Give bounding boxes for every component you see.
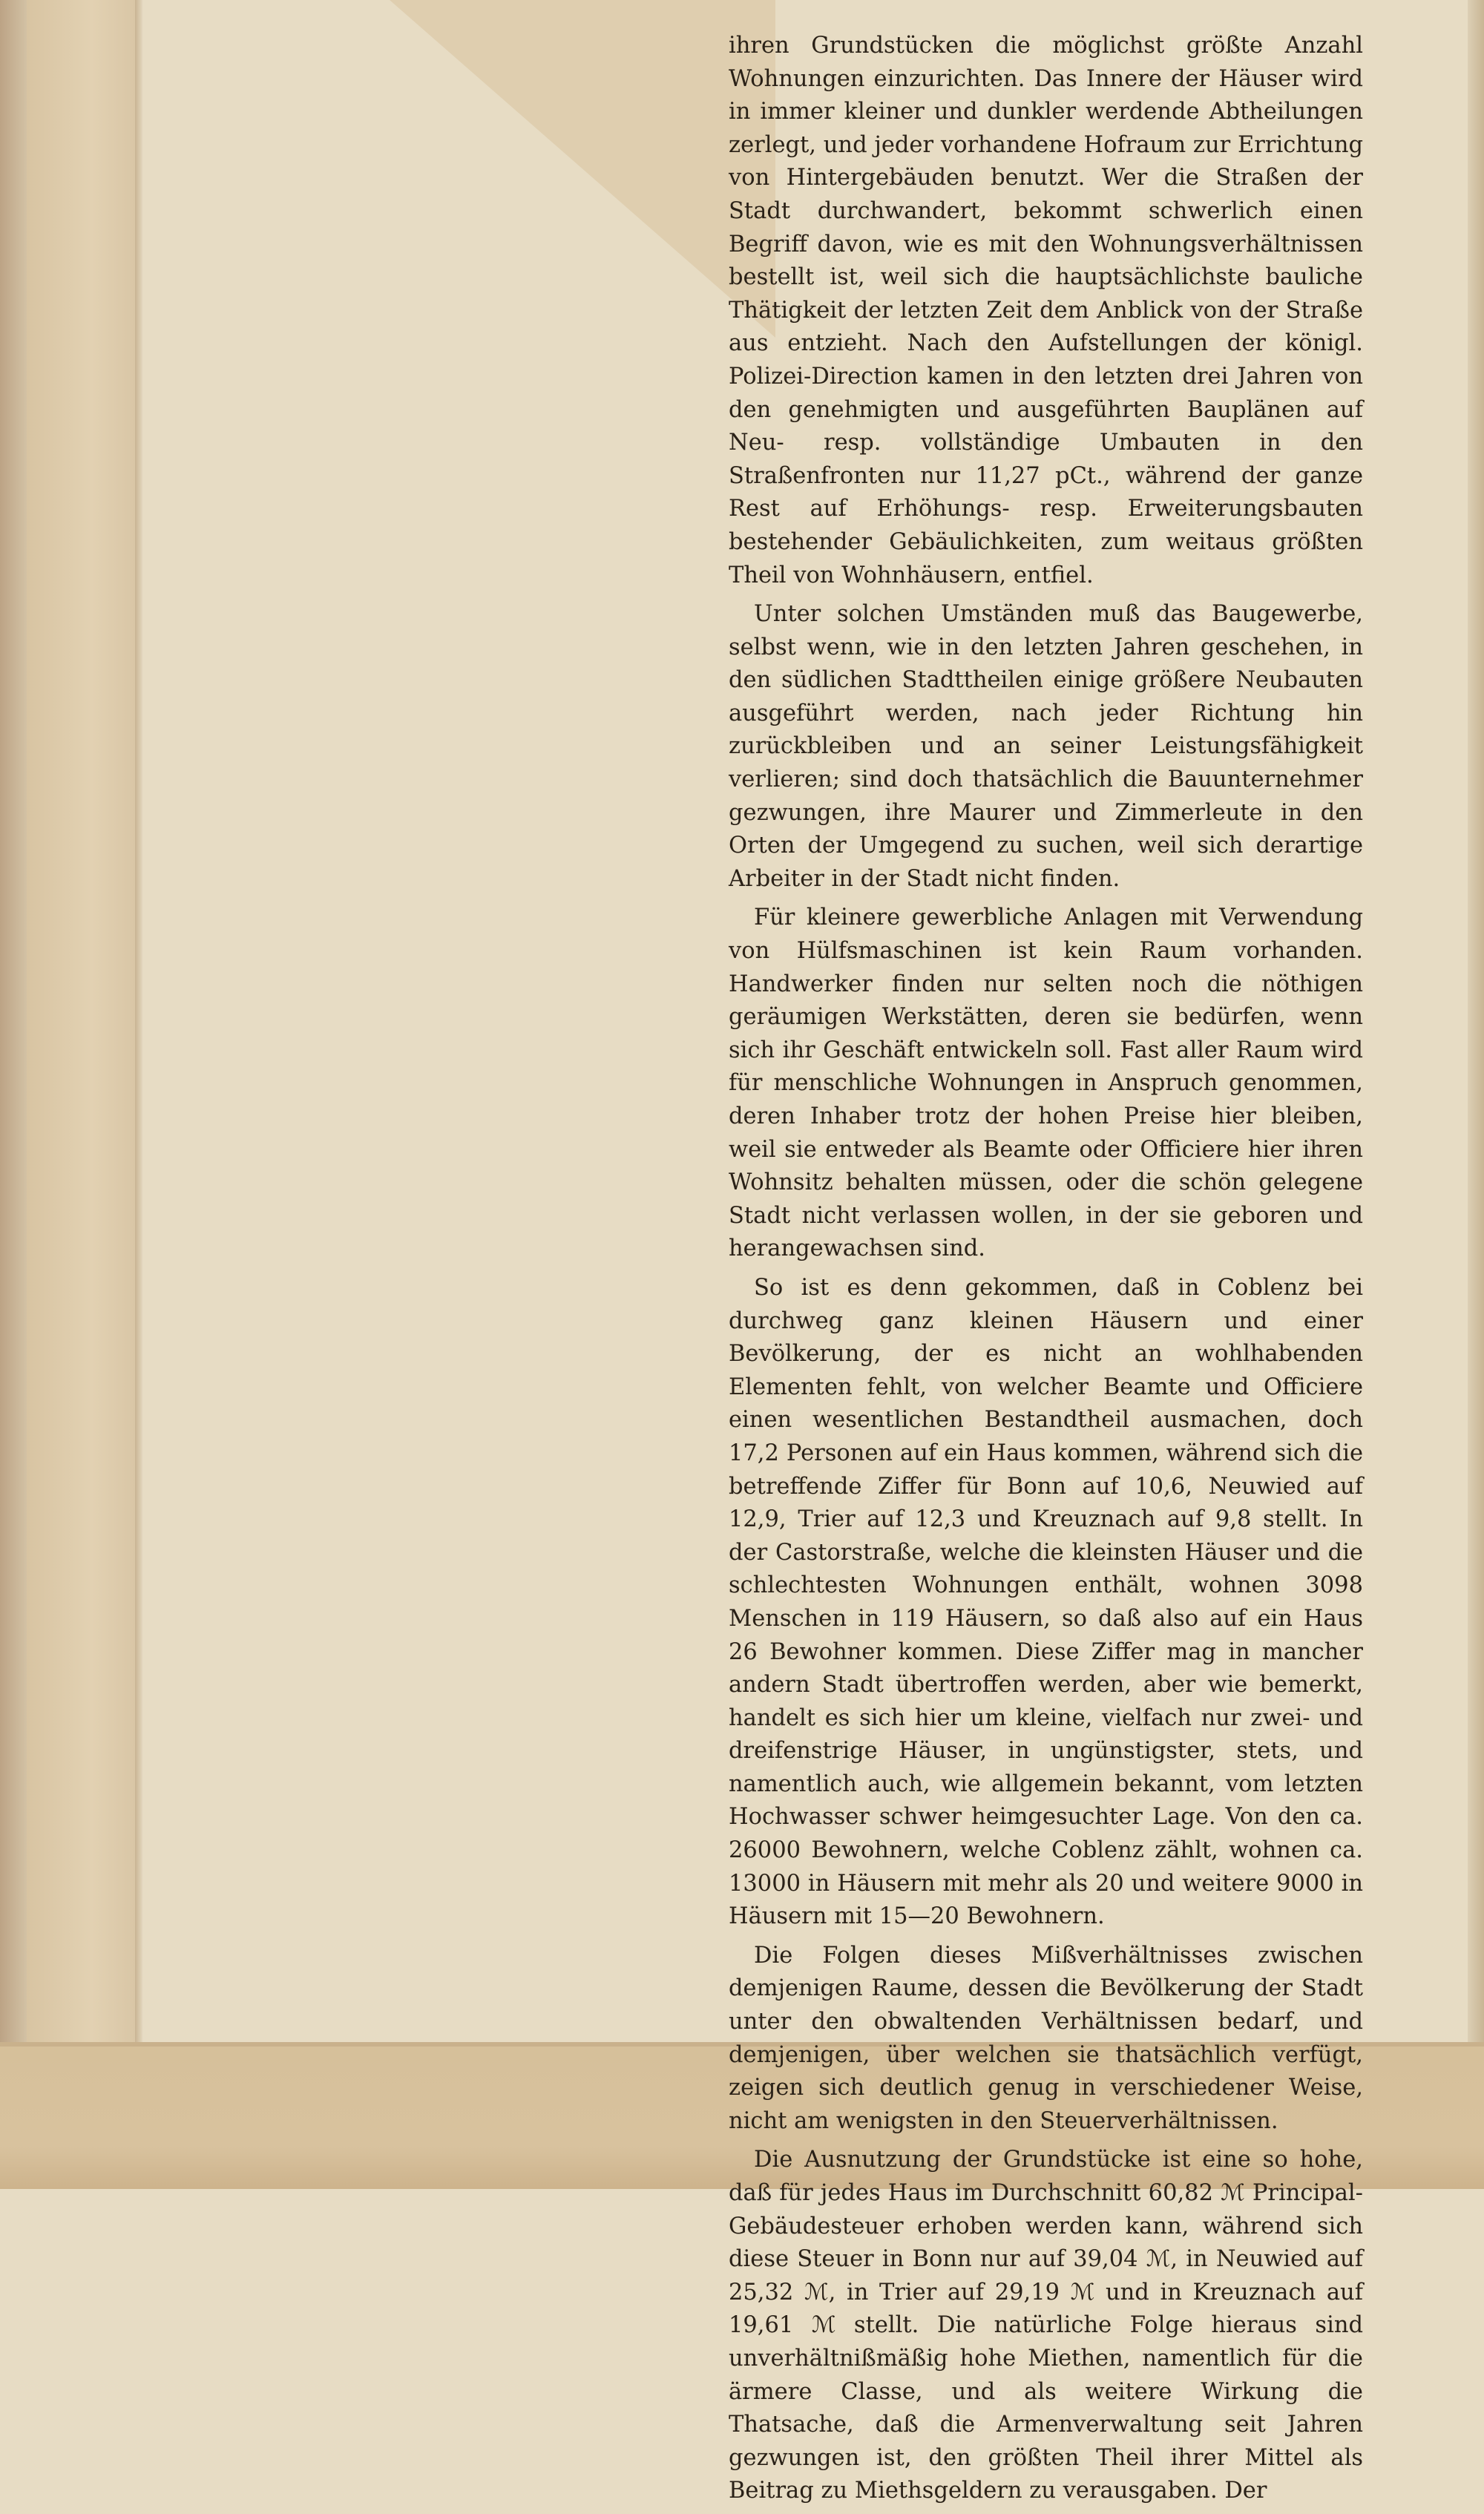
- left-margin-panel: [27, 0, 135, 2189]
- page-edge-right: [1468, 0, 1484, 2189]
- paragraph-4: So ist es denn gekommen, daß in Coblenz bei durchweg ganz kleinen Häusern und einer Bevölkerung, der es nicht an wohlhabenden Elementen fehlt, von welcher Beamte und Officiere einen wesentlichen Bestandtheil ausmachen, doch 17,2 Personen auf ein Haus kommen, während sich die betreffende Ziffer für Bonn auf 10,6, Neuwied auf 12,9, Trier auf 12,3 und Kreuznach auf 9,8 stellt. In der Castorstraße, welche die kleinsten Häuser und die schlechtesten Wohnungen enthält, wohnen 3098 Menschen in 119 Häusern, so daß also auf ein Haus 26 Bewohner kommen. Diese Ziffer mag in mancher andern Stadt übertroffen werden, aber wie bemerkt, handelt es sich hier um kleine, vielfach nur zwei- und dreifenstrige Häuser, in ungünstigster, stets, und namentlich auch, wie allgemein bekannt, vom letzten Hochwasser schwer heimgesuchter Lage. Von den ca. 26000 Bewohnern, welche Coblenz zählt, wohnen ca. 13000 in Häusern mit mehr als 20 und weitere 9000 in Häusern mit 15—20 Bewohnern.: [729, 1274, 1363, 1930]
- folded-corner-shadow: [390, 0, 775, 338]
- page-edge-left: [0, 0, 27, 2189]
- paragraph-5: Die Folgen dieses Mißverhältnisses zwischen demjenigen Raume, dessen die Bevölkerung der Stadt unter den obwaltenden Verhältnissen bedarf, und demjenigen, über welchen sie thatsächlich verfügt, zeigen sich deutlich genug in verschiedener Weise, nicht am wenigsten in den Steuerverhältnissen.: [729, 1942, 1363, 2134]
- paragraph-6: Die Ausnutzung der Grundstücke ist eine so hohe, daß für jedes Haus im Durchschnitt 60,82 ℳ Principal-Gebäudesteuer erhoben werden kann, während sich diese Steuer in Bonn nur auf 39,04 ℳ, in Neuwied auf 25,32 ℳ, in Trier auf 29,19 ℳ und in Kreuznach auf 19,61 ℳ stellt. Die natürliche Folge hieraus sind unverhältnißmäßig hohe Miethen, namentlich für die ärmere Classe, und als weitere Wirkung die Thatsache, daß die Armenverwaltung seit Jahren gezwungen ist, den größten Theil ihrer Mittel als Beitrag zu Miethsgeldern zu verausgaben. Der: [729, 2147, 1363, 2504]
- paragraph-1: ihren Grundstücken die möglichst größte Anzahl Wohnungen einzurichten. Das Innere der Häuser wird in immer kleiner und dunkler werdende Abtheilungen zerlegt, und jeder vorhandene Hofraum zur Errichtung von Hintergebäuden benutzt. Wer die Straßen der Stadt durchwandert, bekommt schwerlich einen Begriff davon, wie es mit den Wohnungsverhältnissen bestellt ist, weil sich die hauptsächlichste bauliche Thätigkeit der letzten Zeit dem Anblick von der Straße aus entzieht. Nach den Aufstellungen der königl. Polizei-Direction kamen in den letzten drei Jahren von den genehmigten und ausgeführten Bauplänen auf Neu- resp. vollständige Umbauten in den Straßenfronten nur 11,27 pCt., während der ganze Rest auf Erhöhungs- resp. Erweiterungsbauten bestehender Gebäulichkeiten, zum weitaus größten Theil von Wohnhäusern, entfiel.: [729, 33, 1363, 588]
- left-margin-shadow: [135, 0, 142, 2189]
- body-text-column: [729, 30, 1363, 2514]
- paragraph-2: Unter solchen Umständen muß das Baugewerbe, selbst wenn, wie in den letzten Jahren geschehen, in den südlichen Stadttheilen einige größere Neubauten ausgeführt werden, nach jeder Richtung hin zurückbleiben und an seiner Leistungsfähigkeit verlieren; sind doch thatsächlich die Bauunternehmer gezwungen, ihre Maurer und Zimmerleute in den Orten der Umgegend zu suchen, weil sich derartige Arbeiter in der Stadt nicht finden.: [729, 601, 1363, 892]
- paragraph-3: Für kleinere gewerbliche Anlagen mit Verwendung von Hülfsmaschinen ist kein Raum vorhanden. Handwerker finden nur selten noch die nöthigen geräumigen Werkstätten, deren sie bedürfen, wenn sich ihr Geschäft entwickeln soll. Fast aller Raum wird für menschliche Wohnungen in Anspruch genommen, deren Inhaber trotz der hohen Preise hier bleiben, weil sie entweder als Beamte oder Officiere hier ihren Wohnsitz behalten müssen, oder die schön gelegene Stadt nicht verlassen wollen, in der sie geboren und herangewachsen sind.: [729, 905, 1363, 1262]
